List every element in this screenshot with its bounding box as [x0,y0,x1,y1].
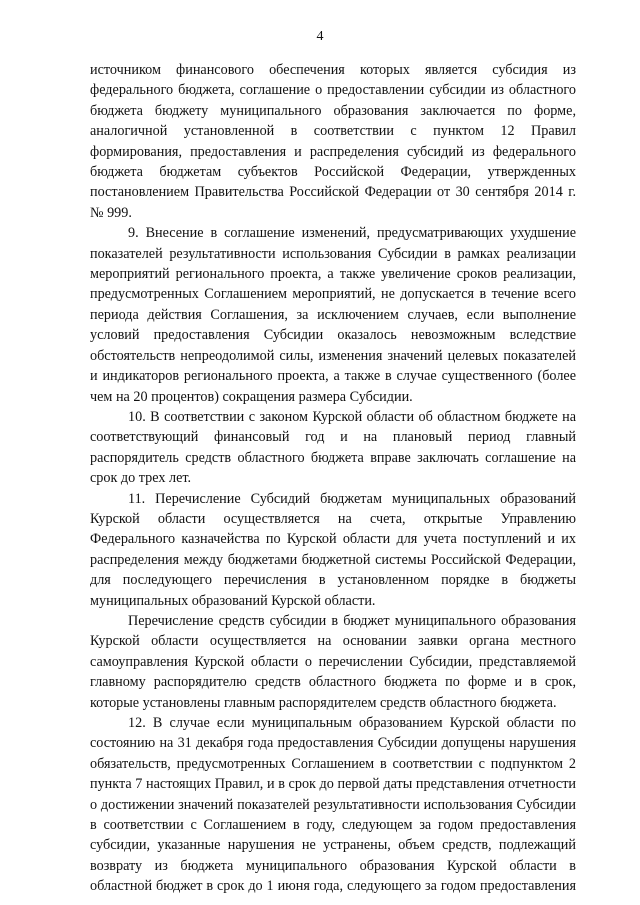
paragraph-item-12: 12. В случае если муниципальным образованием Курской области по состоянию на 31 декабря года предоставления Субсидии допущены нарушения обязательств, предусмотренных Соглашением в соответствии с подпунктом 2 пункта 7 настоящих Правил, и в срок до первой даты представления отчетности о достижении значений показателей результативности использования Субсидии в соответствии с Соглашением в году, следующем за годом предоставления субсидии, указанные нарушения не устранены, объем средств, подлежащий возврату из бюджета муниципального образования Курской области в областной бюджет в срок до 1 июня года, следующего за годом предоставления [90,715,576,895]
page-number: 4 [316,29,324,44]
paragraph-continuation: источником финансового обеспечения которых является субсидия из федерального бюджета, соглашение о предоставлении субсидии из областного бюджета бюджету муниципального образования заключается по форме, аналогичной установленной в соответствии с пунктом 12 Правил формирования, предоставления и распределения субсидий из федерального бюджета бюджетам субъектов Российской Федерации, утвержденных постановлением Правительства Российской Федерации от 30 сентября 2014 г. № 999. [90,62,576,221]
document-body [90,60,576,897]
paragraph-item-10: 10. В соответствии с законом Курской области об областном бюджете на соответствующий финансовый год и на плановый период главный распорядитель средств областного бюджета вправе заключать соглашение на срок до трех лет. [90,408,576,487]
paragraph-item-9: 9. Внесение в соглашение изменений, предусматривающих ухудшение показателей результативности использования Субсидии в рамках реализации мероприятий регионального проекта, а также увеличение сроков реализации, предусмотренных Соглашением мероприятий, не допускается в течение всего периода действия Соглашения, за исключением случаев, если выполнение условий предоставления Субсидии оказалось невозможным вследствие обстоятельств непреодолимой силы, изменения значений целевых показателей и индикаторов регионального проекта, а также в случае существенного (более чем на 20 процентов) сокращения размера Субсидии. [90,225,576,405]
paragraph-transfer: Перечисление средств субсидии в бюджет муниципального образования Курской области осуществляется на основании заявки органа местного самоуправления Курской области о перечислении Субсидии, представляемой главному распорядителю средств областного бюджета по форме и в срок, которые установлены главным распорядителем средств областного бюджета. [90,612,576,711]
paragraph-item-11: 11. Перечисление Субсидий бюджетам муниципальных образований Курской области осуществляется на счета, открытые Управлению Федерального казначейства по Курской области для учета поступлений и их распределения между бюджетами бюджетной системы Российской Федерации, для последующего перечисления в установленном порядке в бюджеты муниципальных образований Курской области. [90,490,576,609]
